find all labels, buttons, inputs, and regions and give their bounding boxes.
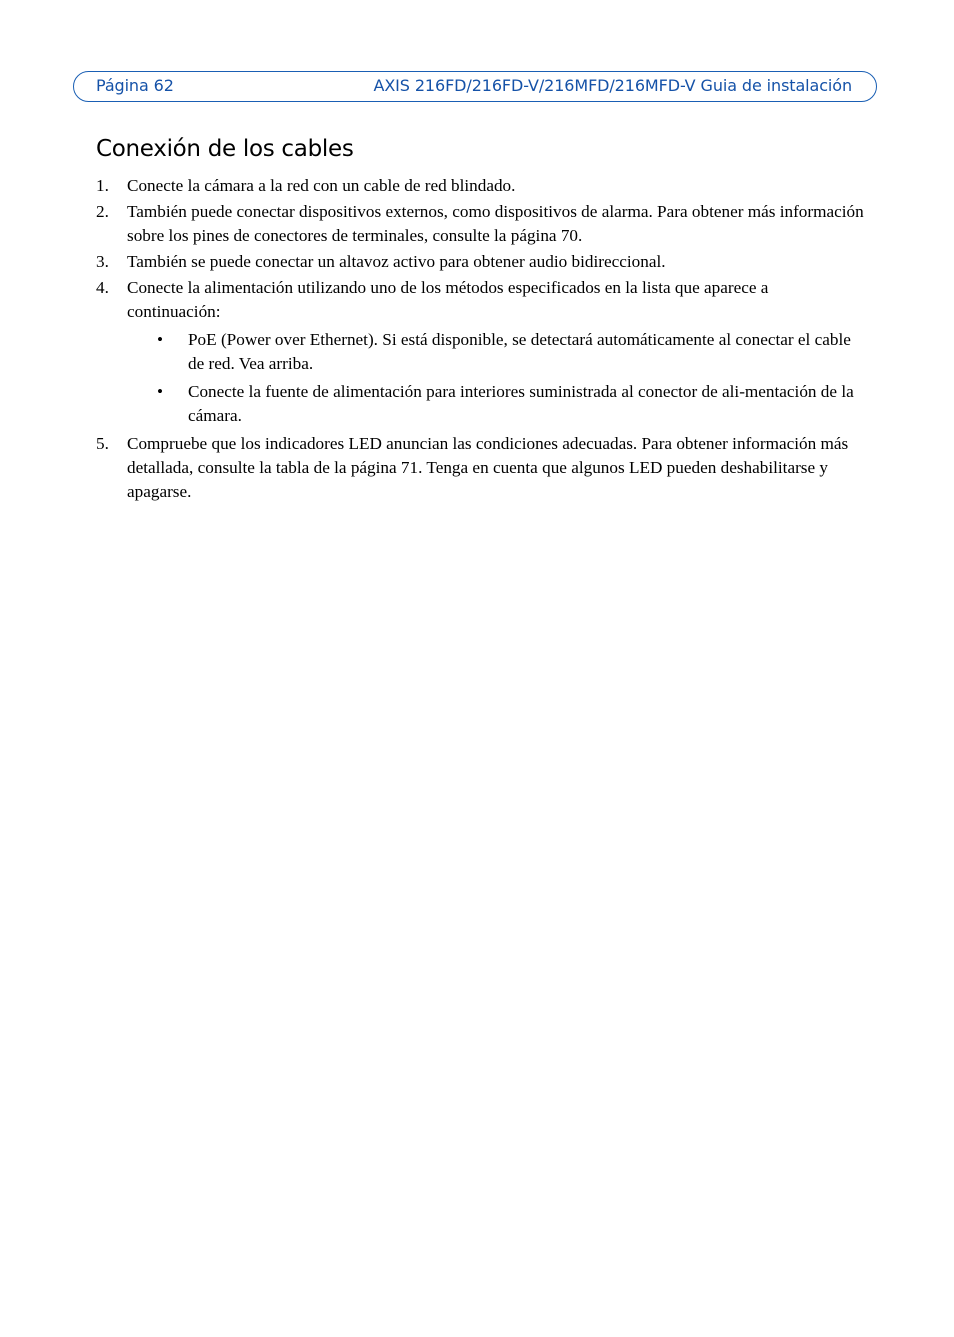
step-number: 4. [96,278,109,297]
section-title: Conexión de los cables [96,136,354,162]
document-title: AXIS 216FD/216FD-V/216MFD/216MFD-V Guia de instalación [373,76,852,95]
bullet-icon: • [157,382,164,401]
step-text: Conecte la cámara a la red con un cable de red blindado. [127,176,516,195]
step-number: 2. [96,202,109,221]
step-text: Conecte la alimentación utilizando uno de los métodos especificados en la lista que aparece a continuación: [127,278,769,321]
bullet-text: Conecte la fuente de alimentación para interiores suministrada al conector de ali-mentación de la cámara. [188,382,854,425]
step-number: 5. [96,434,109,453]
step-item [96,276,866,428]
bullet-icon: • [157,330,164,349]
steps-list [96,174,866,506]
page-number: Página 62 [96,76,174,95]
step-item [96,250,866,274]
step-number: 1. [96,176,109,195]
bullet-text: PoE (Power over Ethernet). Si está disponible, se detectará automáticamente al conectar el cable de red. Vea arriba. [188,330,851,373]
bullet-item [157,380,866,428]
step-item [96,432,866,504]
step-text: También puede conectar dispositivos externos, como dispositivos de alarma. Para obtener más información sobre los pines de conectores de terminales, consulte la página 70. [127,202,864,245]
step-text: Compruebe que los indicadores LED anuncian las condiciones adecuadas. Para obtener información más detallada, consulte la tabla de la página 71. Tenga en cuenta que algunos LED pueden deshabilitarse y apagarse. [127,434,849,501]
step-item [96,174,866,198]
step-number: 3. [96,252,109,271]
page-header [73,71,877,102]
bullet-item [157,328,866,376]
step-item [96,200,866,248]
power-options-list [127,328,866,428]
step-text: También se puede conectar un altavoz activo para obtener audio bidireccional. [127,252,666,271]
